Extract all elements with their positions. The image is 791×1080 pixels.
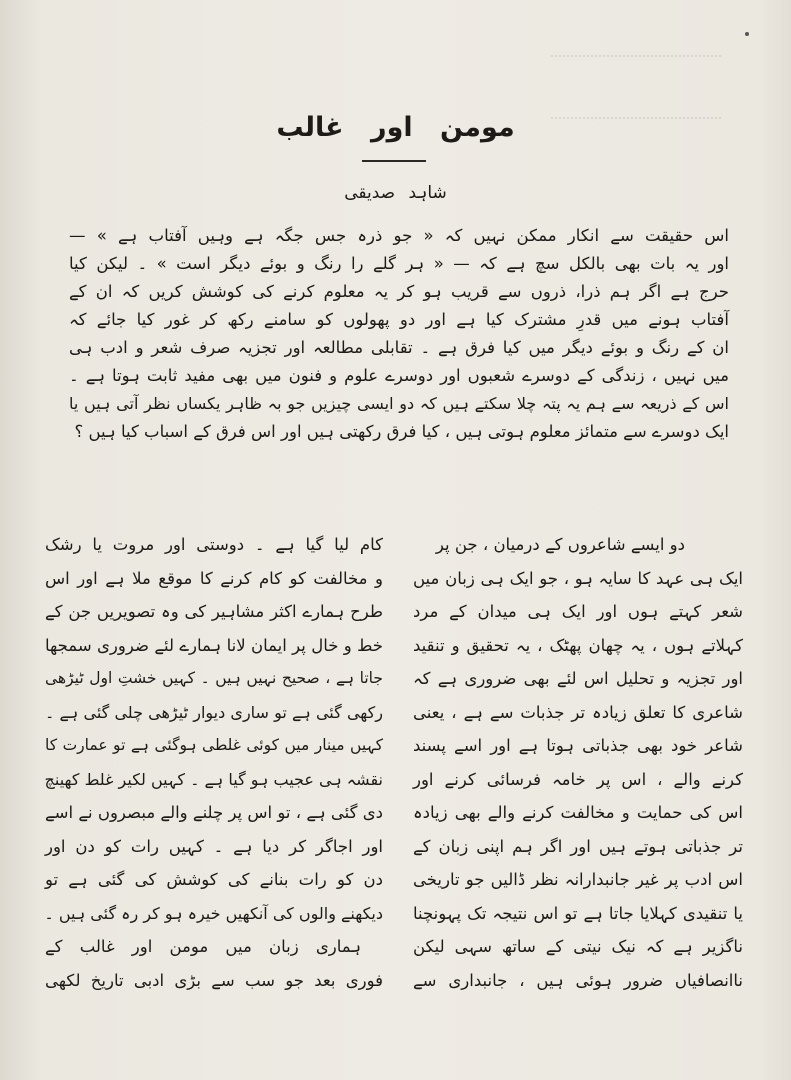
column-line: کام لیا گیا ہے ۔ دوستی اور مروت یا رشک [45,535,383,554]
column-line: دو ایسے شاعروں کے درمیان ، جن پر [435,535,685,554]
column-line: طرح ہمارے اکثر مشاہیر کی وہ تصویریں جن کے [45,602,383,621]
title-rule [362,160,426,162]
column-line: اور تجزیہ و تحلیل اس لئے بھی ضروری ہے کہ [413,669,743,688]
column-line: شعر کہتے ہوں اور ایک ہی میدان کے مرد [413,602,743,621]
column-line: فوری بعد جو سب سے بڑی ادبی تاریخ لکھی [45,970,383,990]
column-line: ایک ہی عہد کا سایہ ہو ، جو ایک ہی زبان میں [413,568,743,588]
column-line: اس ادب پر غیر جانبدارانہ نظر ڈالیں جو تاریخی [413,870,743,889]
right-column [413,528,743,997]
column-line: ناانصافیاں ضرور ہوئی ہیں ، جانبداری سے [413,970,743,990]
column-line: کہیں مینار میں کوئی غلطی ہوگئی ہے تو عمارت کا [45,736,383,754]
column-line: دن کو رات بنانے کی کوشش کی گئی ہے تو [45,870,383,889]
intro-line: حرج ہے اگر ہم ذرا، ذروں سے قریب ہو کر یہ معلوم کرنے کی کوشش کریں کہ ان کے [69,282,729,301]
column-line: شاعر خود بھی جذباتی ہوتا ہے اور اسے پسند [413,736,743,755]
column-line: تر جذباتی ہوتے ہیں اور اگر ہم اپنی زبان کے [413,836,743,856]
intro-line: اس حقیقت سے انکار ممکن نہیں کہ « جو ذرہ جس جگہ ہے وہیں آفتاب ہے » — [69,226,729,245]
column-line: دیکھنے والوں کی آنکھیں خیرہ ہو کر رہ گئی ہیں ۔ [44,903,383,923]
column-line: و مخالفت کو کام کرنے کا موقع ملا ہے اور اس [45,568,383,588]
article-title: مومن اور غالب [276,112,515,143]
column-line: خط و خال پر ایمان لانا ہمارے لئے ضروری سمجھا [45,635,383,655]
column-line: ہماری زبان میں مومن اور غالب کے [45,937,361,956]
column-line: دی گئی ہے ، تو اس پر چلنے والے مبصروں نے اسے [45,803,383,822]
column-line: رکھی گئی ہے تو ساری دیوار ٹیڑھی چلی گئی ہے ۔ [45,702,383,722]
intro-line: میں نہیں ، زندگی کے دوسرے شعبوں اور دوسرے علوم و فنون میں بھی مفید ثابت ہوتا ہے ۔ [69,366,729,385]
left-column [45,528,383,997]
column-line: کرنے والے ، اس پر خامہ فرسائی کرنے اور [413,769,743,789]
intro-line: ان کے رنگ و بوئے دیگر میں کیا فرق ہے ۔ تقابلی مطالعہ اور تجزیہ صرف شعر و ادب ہی [69,338,729,357]
column-line: اور اجاگر کر دیا ہے ۔ کہیں رات کو دن اور [45,836,383,856]
intro-line: اور یہ بات بھی بالکل سچ ہے کہ — « ہر گلے را رنگ و بوئے دیگر است » ۔ لیکن کیا [69,254,729,273]
column-line: اس کی حمایت و مخالفت کرنے والے بھی زیادہ [413,803,743,822]
paper-speck [745,32,749,36]
bleed-through-text [551,55,721,119]
column-line: یا تنقیدی کہلایا جاتا ہے تو اس نتیجہ تک پہونچنا [413,903,743,923]
intro-line: آفتاب ہونے میں قدرِ مشترک کیا ہے اور دو پھولوں کو سامنے رکھ کر غور کیا جائے کہ [69,310,729,329]
article-author: شاہد صدیقی [344,183,447,203]
column-line: ناگزیر ہے کہ نیک نیتی کے ساتھ سہی لیکن [413,937,743,956]
intro-line: ایک دوسرے سے متمائز معلوم ہوتی ہیں ، کیا فرق رکھتی ہیں اور اس فرق کے اسباب کیا ہیں ؟ [74,422,729,441]
column-line: نقشہ ہی عجیب ہو گیا ہے ۔ کہیں لکیر غلط کھینچ [44,769,383,789]
column-line: جاتا ہے ، صحیح نہیں ہیں ۔ کہیں خشتِ اول ٹیڑھی [45,669,383,687]
column-line: کہلاتے ہوں ، یہ چھان پھٹک ، یہ تحقیق و تنقید [413,635,743,655]
intro-line: اس کے ذریعہ سے ہم یہ پتہ چلا سکتے ہیں کہ دو ایسی چیزیں جو بہ ظاہر یکساں نظر آتی ہیں یا [69,394,729,413]
intro-paragraph [69,222,729,446]
column-line: شاعری کا تعلق زیادہ تر جذبات سے ہے ، یعنی [413,702,743,722]
